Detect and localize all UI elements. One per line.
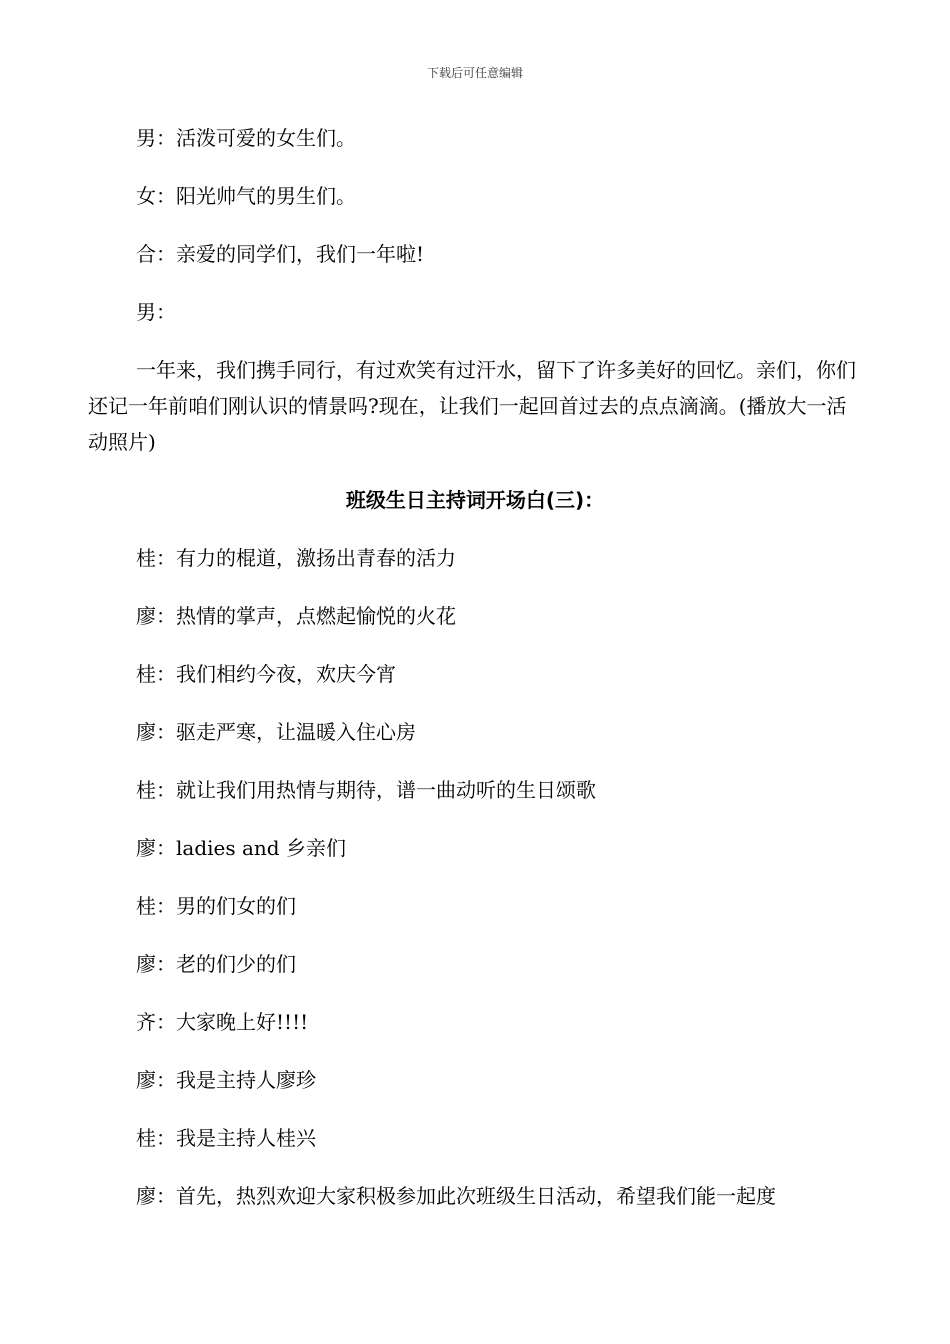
dialogue-line: 廖：我是主持人廖珍 xyxy=(136,1068,316,1092)
document-body xyxy=(88,120,862,1236)
dialogue-line: 齐：大家晚上好!!!! xyxy=(136,1010,309,1034)
dialogue-line: 桂：就让我们用热情与期待，谱一曲动听的生日颂歌 xyxy=(136,778,596,802)
dialogue-line: 廖：驱走严寒，让温暖入住心房 xyxy=(136,720,416,744)
dialogue-line: 廖：首先，热烈欢迎大家积极参加此次班级生日活动，希望我们能一起度 xyxy=(136,1184,776,1208)
dialogue-line: 合：亲爱的同学们，我们一年啦! xyxy=(136,242,425,266)
dialogue-line: 廖：热情的掌声，点燃起愉悦的火花 xyxy=(136,604,456,628)
dialogue-line: 桂：有力的棍道，激扬出青春的活力 xyxy=(136,546,456,570)
section-heading: 班级生日主持词开场白(三)： xyxy=(345,488,605,512)
dialogue-paragraph: 一年来，我们携手同行，有过欢笑有过汗水，留下了许多美好的回忆。亲们，你们还记一年前咱们刚认识的情景吗?现在，让我们一起回首过去的点点滴滴。(播放大一活动照片) xyxy=(88,358,856,454)
dialogue-line: 廖：ladies and 乡亲们 xyxy=(136,836,346,860)
dialogue-line: 男： xyxy=(136,300,176,324)
dialogue-line: 桂：男的们女的们 xyxy=(136,894,296,918)
dialogue-line: 女：阳光帅气的男生们。 xyxy=(136,184,356,208)
dialogue-line: 男：活泼可爱的女生们。 xyxy=(136,126,356,150)
dialogue-line: 桂：我们相约今夜，欢庆今宵 xyxy=(136,662,396,686)
dialogue-line: 廖：老的们少的们 xyxy=(136,952,296,976)
page-header-note: 下载后可任意编辑 xyxy=(426,66,523,80)
dialogue-line: 桂：我是主持人桂兴 xyxy=(136,1126,316,1150)
